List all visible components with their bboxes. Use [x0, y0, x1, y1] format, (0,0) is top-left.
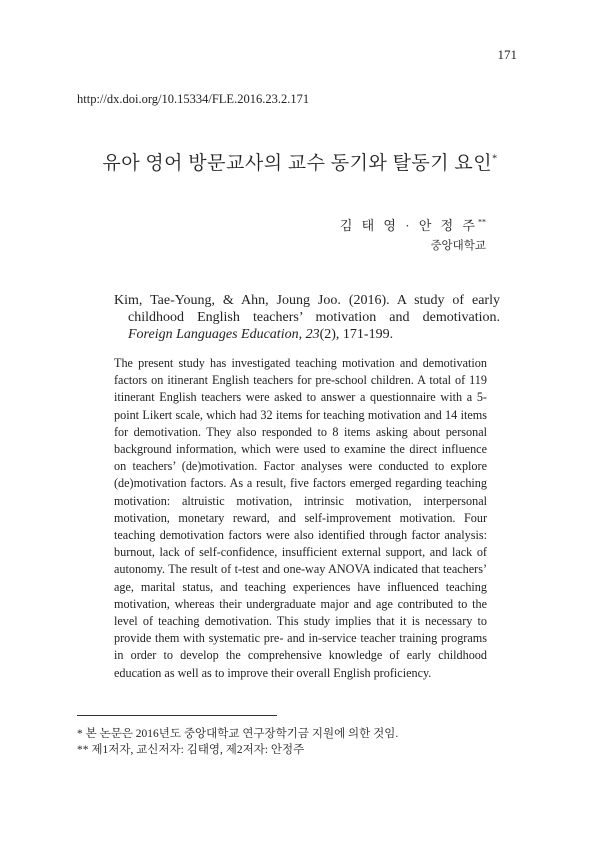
doi-link[interactable]: http://dx.doi.org/10.15334/FLE.2016.23.2.171 [77, 92, 310, 106]
citation-lead: Kim, Tae-Young, & Ahn, Joung Joo. (2016). A study of early childhood English teachers’ motivation and demotivation. [114, 293, 500, 325]
citation [114, 292, 500, 343]
author-names: 김 태 영 · 안 정 주 [339, 218, 478, 233]
citation-tail: (2), 171-199. [319, 327, 394, 342]
paper-title [0, 148, 600, 175]
abstract: The present study has investigated teaching motivation and demotivation factors on itinerant English teachers for pre-school children. A total of 119 itinerant English teachers were asked to answer a questionnaire with a 5-point Likert scale, which had 32 items for teaching motivation and 14 items for demotivation. They also responded to 8 items asking about personal background information, which were used to examine the direct influence on teachers’ (de)motivation. Factor analyses were conducted to explore (de)motivation factors. As a result, five factors emerged regarding teaching motivation: altruistic motivation, intrinsic motivation, interpersonal motivation, monetary reward, and self-improvement motivation. Four teaching demotivation factors were also identified through factor analysis: burnout, lack of self-confidence, insufficient external support, and lack of autonomy. The result of t-test and one-way ANOVA indicated that teachers’ age, marital status, and teaching experiences have influenced teaching motivation, whereas their undergraduate major and age contributed to the level of teaching demotivation. This study implies that it is necessary to provide them with systematic pre- and in-service teacher training programs in order to develop the comprehensive knowledge of early childhood education as well as to improve their overall English proficiency. [114, 356, 487, 680]
title-footnote-marker: * [492, 153, 498, 165]
citation-journal: Foreign Languages Education, [128, 327, 303, 342]
title-text: 유아 영어 방문교사의 교수 동기와 탈동기 요인 [102, 153, 493, 174]
author-footnote-marker: ** [478, 217, 486, 227]
footnotes [77, 726, 398, 758]
footnote-funding: * 본 논문은 2016년도 중앙대학교 연구장학기금 지원에 의한 것임. [77, 728, 399, 740]
authors [340, 215, 486, 234]
affiliation: 중앙대학교 [430, 240, 486, 252]
page-number: 171 [497, 47, 517, 62]
citation-volume: 23 [305, 327, 320, 342]
footnote-divider [77, 715, 277, 716]
footnote-authors: ** 제1저자, 교신저자: 김태영, 제2저자: 안정주 [77, 744, 305, 756]
